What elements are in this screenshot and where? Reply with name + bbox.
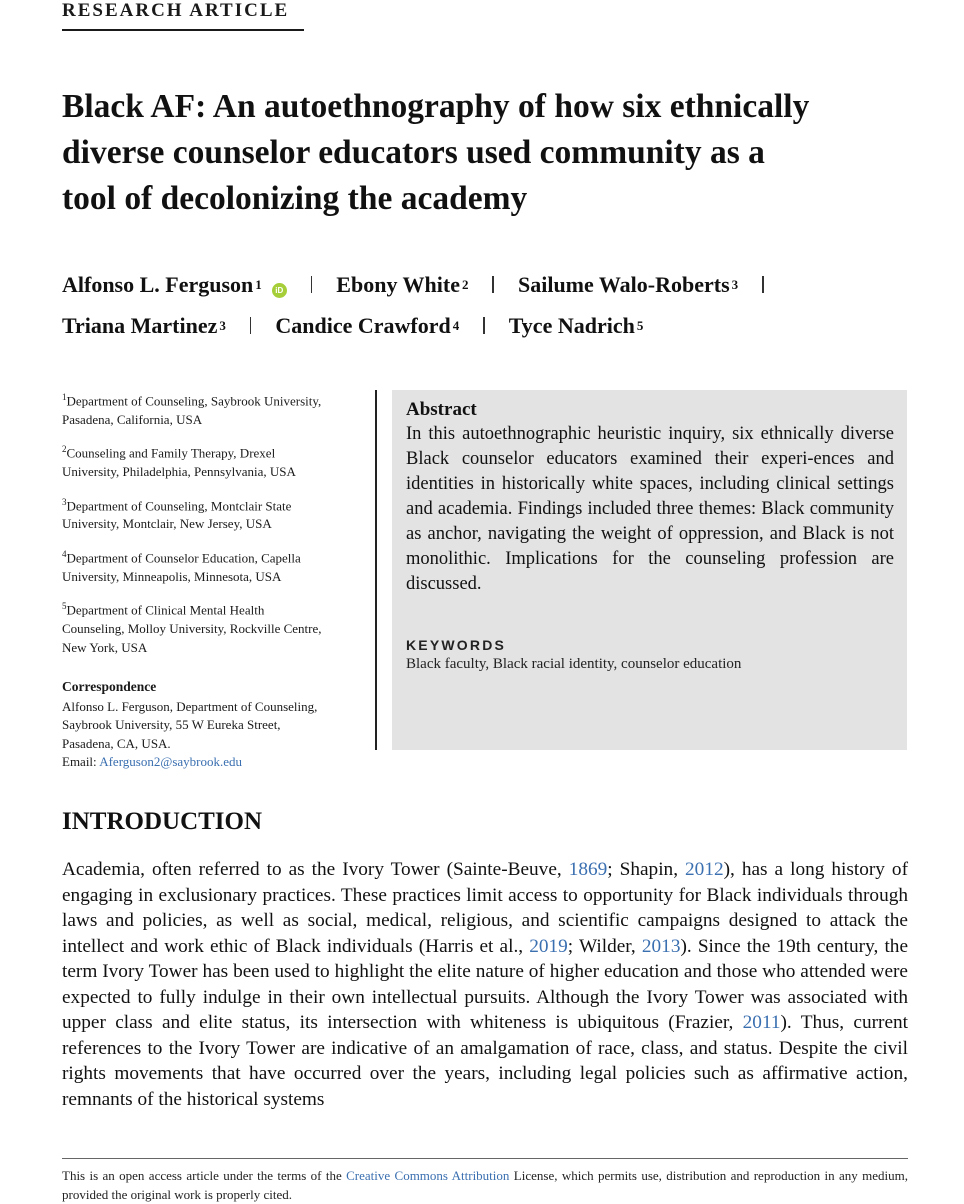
author-separator: [311, 276, 313, 293]
intro-text-segment: ). Since the 19th century, the term Ivory Tower has been used to highlight the elite nature of higher education and those who attended were expected to fully indulge in their own intellectual pursuits. Although the Ivory Tower was associated with upper class and elite status, its intersection with whiteness is ubiquitous (Frazier,: [62, 935, 908, 1033]
author-separator: [762, 276, 764, 293]
citation-link[interactable]: 2011: [742, 1012, 781, 1033]
introduction-heading: INTRODUCTION: [62, 808, 263, 835]
title-line: tool of decolonizing the academy: [62, 180, 528, 217]
intro-text-segment: Academia, often referred to as the Ivory Tower (Sainte-Beuve,: [62, 859, 569, 880]
intro-text-segment: ; Shapin,: [607, 859, 686, 880]
correspondence-block: Correspondence Alfonso L. Ferguson, Department of Counseling, Saybrook University, 55 W Eureka Street, Pasadena, CA, USA. Email: Aferguson2@saybrook.edu: [62, 678, 362, 772]
license-footnote: This is an open access article under the terms of the Creative Commons Attribution License, which permits use, distribution and reproduction in any medium, provided the original work is properly cited.: [62, 1168, 908, 1202]
author-separator: [483, 317, 485, 334]
affiliations-column: [62, 388, 362, 772]
author-line: [62, 307, 932, 348]
author-walo-roberts[interactable]: Sailume Walo-Roberts $^3$: [517, 272, 739, 297]
footnote-rule: [62, 1158, 908, 1159]
intro-text-segment: ; Wilder,: [567, 935, 642, 957]
author-line: [62, 266, 932, 307]
license-link[interactable]: Creative Commons Attribution: [346, 1168, 510, 1183]
column-divider: [375, 390, 377, 750]
title-line: Black AF: An autoethnography of how six ethnically: [62, 88, 810, 125]
orcid-icon[interactable]: iD: [272, 283, 287, 298]
intro-text-segment: ). Thus, current references to the Ivory Tower are indicative of an amalgamation of race, class, and status. Despite the civil rights movements that have occurred over the years, including legal policies such as affirmative action, remnants of the historical systems: [62, 1012, 908, 1110]
affiliation-1: $^1$Department of Counseling, Saybrook University, Pasadena, California, USA: [62, 392, 322, 427]
abstract-heading: Abstract: [406, 399, 477, 420]
keywords-heading: KEYWORDS: [406, 637, 507, 653]
introduction-paragraph: [62, 857, 908, 1112]
citation-link[interactable]: 2013: [641, 935, 681, 957]
author-separator: [250, 317, 252, 334]
author-white[interactable]: Ebony White $^2$: [336, 272, 469, 297]
intro-text-segment: ), has a long history of engaging in exclusionary practices. These practices limit access to opportunity for Black individuals through laws and policies, as well as social, medical, religious, and scientific campaigns designed to attack the intellect and work ethic of Black individuals (Harris et al.,: [62, 859, 908, 957]
author-list: [62, 266, 932, 348]
citation-link[interactable]: 1869: [568, 859, 608, 880]
email-link[interactable]: Aferguson2@saybrook.edu: [99, 754, 243, 770]
citation-link[interactable]: 2019: [529, 935, 568, 957]
author-crawford[interactable]: Candice Crawford $^4$: [275, 313, 460, 338]
author-separator: [492, 276, 494, 293]
email-label: Email:: [62, 754, 97, 770]
correspondence-heading: Correspondence: [62, 679, 157, 695]
citation-link[interactable]: 2012: [685, 859, 724, 880]
affiliation-2: $^2$Counseling and Family Therapy, Drexel University, Philadelphia, Pennsylvania, USA: [62, 444, 296, 480]
abstract-text: In this autoethnographic heuristic inquiry, six ethnically diverse Black counselor educators examined their experi-ences and identities in historically white spaces, including clinical settings and academia. Findings included three themes: Black community as anchor, navigating the weight of oppression, and Black is not monolithic. Implications for the counseling profession are discussed.: [406, 424, 894, 594]
abstract-box: [392, 390, 907, 750]
keywords-text: Black faculty, Black racial identity, counselor education: [406, 656, 742, 672]
author-martinez[interactable]: Triana Martinez $^3$: [62, 313, 226, 338]
affiliation-3: $^3$Department of Counseling, Montclair State University, Montclair, New Jersey, USA: [62, 496, 292, 532]
affiliation-5: $^5$Department of Clinical Mental Health Counseling, Molloy University, Rockville Centre, New York, USA: [62, 601, 322, 655]
article-type-rule: [62, 29, 304, 31]
article-title: [62, 84, 922, 222]
title-line: diverse counselor educators used community as a: [62, 134, 765, 171]
affiliation-4: $^4$Department of Counselor Education, Capella University, Minneapolis, Minnesota, USA: [62, 548, 301, 584]
author-nadrich[interactable]: Tyce Nadrich $^5$: [508, 313, 644, 338]
author-ferguson[interactable]: Alfonso L. Ferguson $^1$ iD: [62, 266, 287, 307]
article-type-label: RESEARCH ARTICLE: [62, 0, 290, 21]
